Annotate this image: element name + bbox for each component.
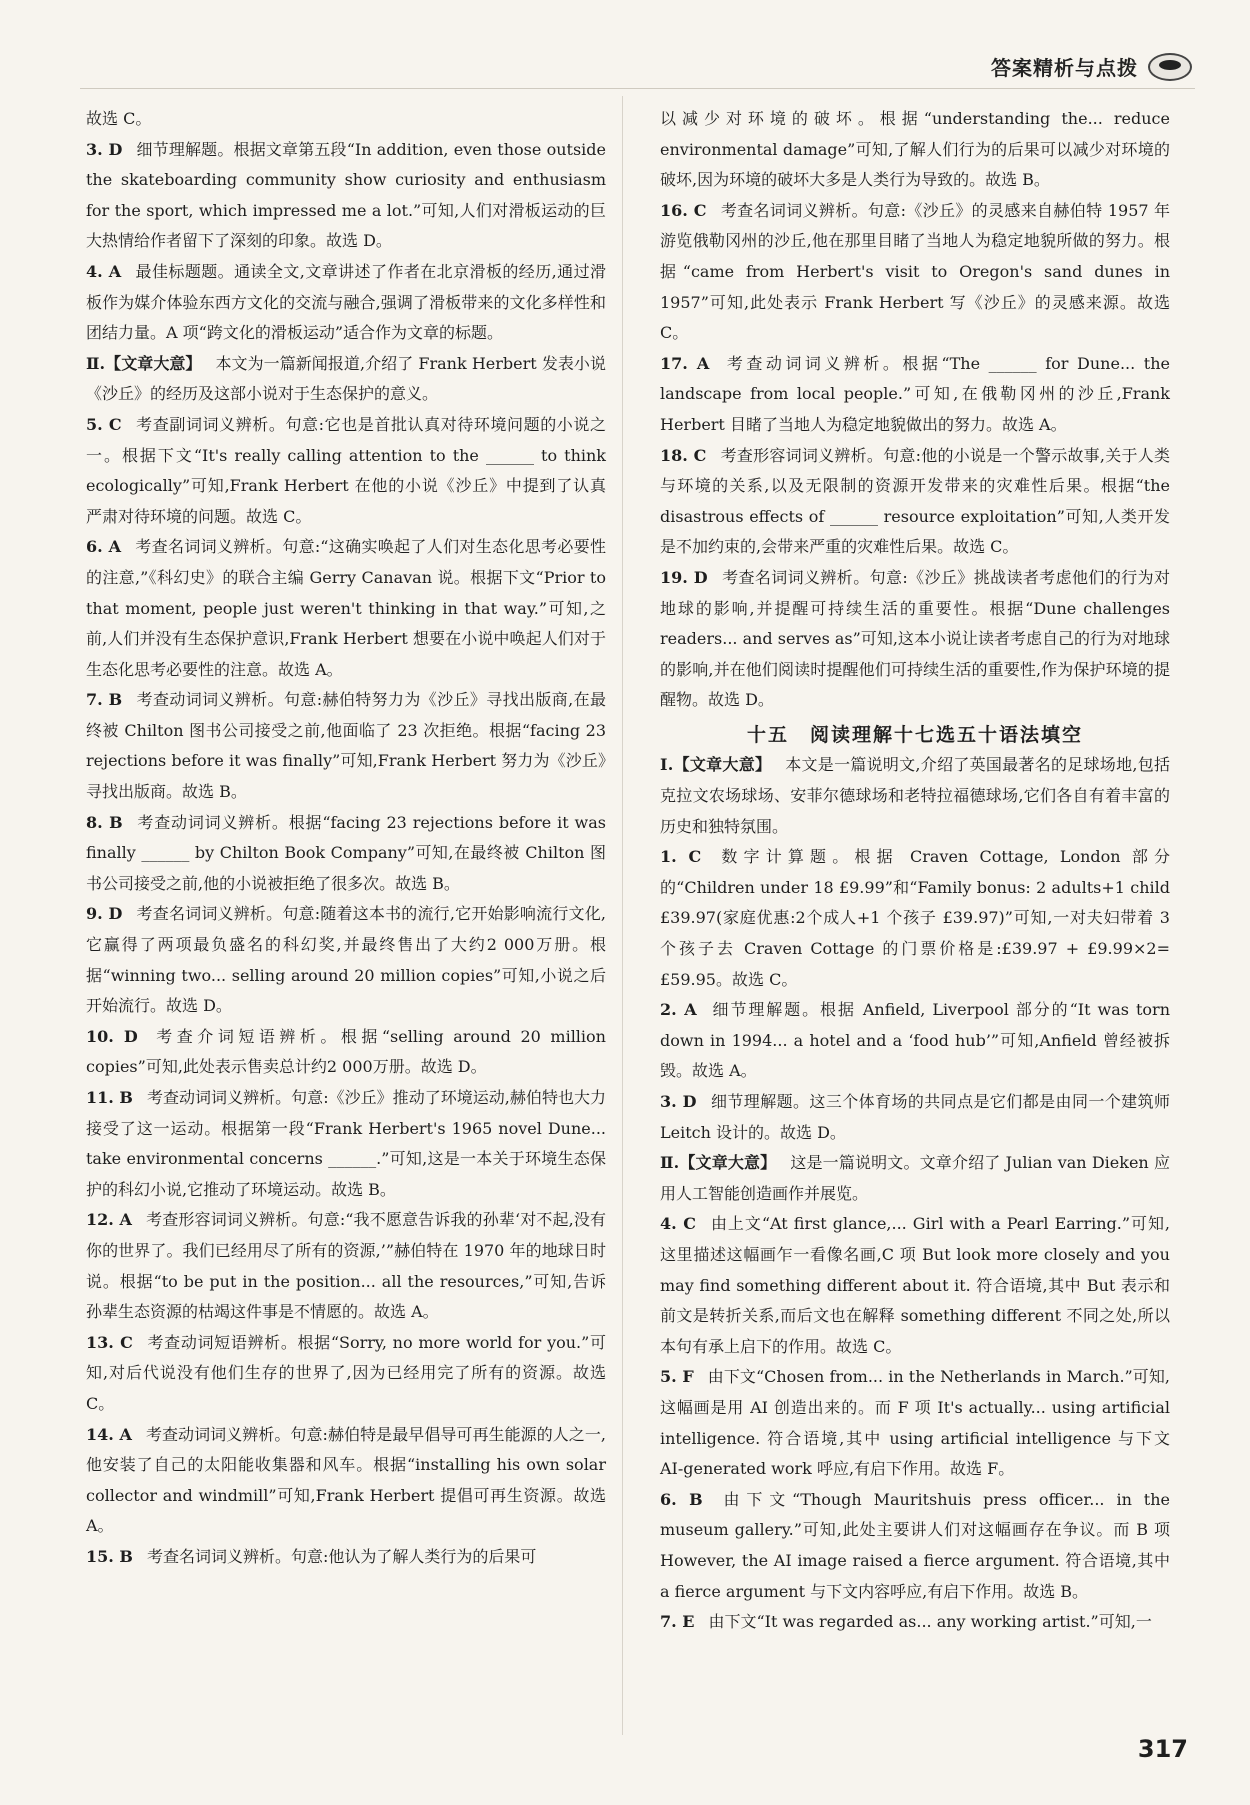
item-answer: E (676, 1612, 695, 1632)
item-answer: B (113, 1546, 133, 1566)
item-text: 由下文“Chosen from... in the Netherlands in March.”可知,这幅画是用 AI 创造出来的。而 F 项 It's actually... using artificial intelligence. 符合语境,其中 using artificial intelligence 与下文 AI-generated work 呼应,有启下作用。故选 F。 (660, 1367, 1170, 1479)
item-number: 18. (660, 445, 688, 465)
item-answer: B (113, 1088, 133, 1107)
answer-item (86, 899, 606, 1021)
item-answer: D (102, 904, 123, 924)
answer-item (660, 196, 1170, 349)
item-answer: A (113, 1210, 132, 1230)
item-text: 以减少对环境的破坏。根据“understanding the... reduce environmental damage”可知,了解人们行为的后果可以减少对环境的破坏,因为环境的破坏大多是人类行为导致的。故选 B。 (660, 109, 1170, 190)
item-number: Ⅰ. (660, 755, 674, 775)
item-answer: C (113, 1332, 133, 1352)
answer-item (660, 1087, 1170, 1148)
item-number: 4. (660, 1214, 677, 1234)
item-text: 这是一篇说明文。文章介绍了 Julian van Dieken 应用人工智能创造画作并展览。 (660, 1153, 1170, 1203)
item-number: Ⅱ. (660, 1153, 680, 1173)
item-text: 考查名词词义辨析。句意:“这确实唤起了人们对生态化思考必要性的注意,”《科幻史》的联合主编 Gerry Canavan 说。根据下文“Prior to that moment, people just weren't thinking in that way.”可知,之前,人们并没有生态保护意识,Frank Herbert 想要在小说中唤起人们对于生态化思考必要性的注意。故选 A。 (86, 537, 606, 679)
item-text: 考查动词短语辨析。根据“Sorry, no more world for you.”可知,对后代说没有他们生存的世界了,因为已经用完了所有的资源。故选 C。 (86, 1332, 606, 1413)
item-number: 19. (660, 567, 688, 587)
item-answer: A (113, 1424, 132, 1444)
item-text: 由下文“Though Mauritshuis press officer... in the museum gallery.”可知,此处主要讲人们对这幅画存在争议。而 B 项 However, the AI image raised a fierce argument. 符合语境,其中 a fierce argument 与下文内容呼应,有启下作用。故选 B。 (660, 1489, 1171, 1601)
item-text: 最佳标题题。通读全文,文章讲述了作者在北京滑板的经历,通过滑板作为媒介体验东西方文化的交流与融合,强调了滑板带来的文化多样性和团结力量。A 项“跨文化的滑板运动”适合作为文章的标题。 (86, 261, 606, 343)
item-number: 11. (86, 1088, 114, 1107)
item-answer: D (113, 1026, 138, 1046)
item-answer: 【文章大意】 (679, 1153, 777, 1173)
item-number: Ⅱ. (86, 353, 106, 373)
answer-item (660, 1148, 1170, 1209)
item-text: 细节理解题。根据文章第五段“In addition, even those outside the skateboarding community show curiosity and enthusiasm for the sport, which impressed me a lot.”可知,人们对滑板运动的巨大热情给作者留下了深刻的印象。故选 D。 (86, 139, 606, 251)
answer-item (660, 441, 1170, 563)
answer-item (660, 1607, 1170, 1638)
answer-item (660, 995, 1170, 1087)
item-number: 16. (660, 200, 688, 220)
item-number: 13. (86, 1332, 114, 1352)
eye-logo-icon (1148, 53, 1192, 81)
item-text: 细节理解题。这三个体育场的共同点是它们都是由同一个建筑师 Leitch 设计的。故选 D。 (660, 1092, 1170, 1142)
item-number: 2. (660, 1000, 677, 1020)
answer-item (86, 808, 606, 900)
answer-item (86, 1083, 606, 1205)
item-text: 考查形容词词义辨析。句意:“我不愿意告诉我的孙辈‘对不起,没有你的世界了。我们已经用尽了所有的资源,’”赫伯特在 1970 年的地球日时说。根据“to be put in the position... all the resources,”可知,告诉孙辈生态资源的枯竭这件事是不情愿的。故选 A。 (86, 1210, 607, 1322)
page-header (991, 52, 1192, 81)
item-text: 考查名词词义辨析。句意:他认为了解人类行为的后果可 (146, 1546, 537, 1566)
answer-item (86, 104, 606, 135)
item-answer: A (676, 1000, 697, 1020)
answer-item (660, 842, 1170, 995)
item-text: 考查副词词义辨析。句意:它也是首批认真对待环境问题的小说之一。根据下文“It's really calling attention to the ______ to think ecologically”可知,Frank Herbert 在他的小说《沙丘》中提到了认真严肃对待环境的问题。故选 C。 (86, 414, 606, 526)
item-answer: C (687, 200, 707, 220)
item-number: 17. (660, 353, 688, 373)
item-answer: D (687, 567, 708, 587)
column-divider (622, 96, 623, 1735)
answer-item (86, 1205, 606, 1327)
answer-item (86, 532, 606, 685)
item-answer: A (102, 261, 122, 281)
answer-item (86, 1542, 606, 1573)
left-column (86, 104, 606, 1573)
item-answer: 【文章大意】 (673, 755, 772, 775)
item-answer: A (687, 353, 710, 373)
answer-item (660, 750, 1170, 842)
item-number: 12. (86, 1210, 114, 1230)
answer-item (86, 1328, 606, 1420)
item-number: 10. (86, 1026, 114, 1046)
item-number: 14. (86, 1424, 114, 1444)
answer-item (86, 410, 606, 532)
item-text: 考查动词词义辨析。根据“facing 23 rejections before it was finally ______ by Chilton Book Company”可知,在最终被 Chilton 图书公司接受之前,他的小说被拒绝了很多次。故选 B。 (86, 812, 606, 893)
answer-item (86, 257, 606, 349)
item-number: 15. (86, 1546, 114, 1566)
answer-item (660, 104, 1170, 196)
item-answer: 【文章大意】 (105, 353, 202, 373)
item-answer: C (676, 847, 702, 867)
item-text: 考查动词词义辨析。句意:赫伯特努力为《沙丘》寻找出版商,在最终被 Chilton 图书公司接受之前,他面临了 23 次拒绝。根据“facing 23 rejections before it was finally”可知,Frank Herbert 努力为《沙丘》寻找出版商。故选 B。 (86, 690, 607, 802)
item-text: 考查动词词义辨析。根据“The ______ for Dune... the landscape from local people.”可知,在俄勒冈州的沙丘,Frank Herbert 目睹了当地人为稳定地貌做出的努力。故选 A。 (660, 353, 1171, 434)
answer-item (86, 135, 606, 257)
item-text: 考查动词词义辨析。句意:赫伯特是最早倡导可再生能源的人之一,他安装了自己的太阳能收集器和风车。根据“installing his own solar collector and windmill”可知,Frank Herbert 提倡可再生资源。故选 A。 (86, 1424, 607, 1536)
item-text: 考查名词词义辨析。句意:《沙丘》挑战读者考虑他们的行为对地球的影响,并提醒可持续生活的重要性。根据“Dune challenges readers... and serves as”可知,这本小说让读者考虑自己的行为对地球的影响,并在他们阅读时提醒他们可持续生活的重要性,作为保护环境的提醒物。故选 D。 (660, 567, 1170, 710)
item-text: 考查动词词义辨析。句意:《沙丘》推动了环境运动,赫伯特也大力接受了这一运动。根据第一段“Frank Herbert's 1965 novel Dune... take environmental concerns ______.”可知,这是一本关于环境生态保护的科幻小说,它推动了环境运动。故选 B。 (86, 1088, 607, 1199)
item-number: 1. (660, 847, 677, 867)
item-answer: A (102, 537, 122, 557)
answer-item (660, 1485, 1170, 1607)
item-number: 3. (660, 1092, 677, 1111)
answer-item (660, 1209, 1170, 1362)
item-answer: C (102, 414, 122, 434)
item-number: 6. (86, 537, 103, 557)
answer-item (86, 1022, 606, 1083)
item-text: 考查名词词义辨析。句意:《沙丘》的灵感来自赫伯特 1957 年游览俄勒冈州的沙丘,他在那里目睹了当地人为稳定地貌所做的努力。根据“came from Herbert's visit to Oregon's sand dunes in 1957”可知,此处表示 Frank Herbert 写《沙丘》的灵感来源。故选 C。 (660, 200, 1170, 343)
item-text: 细节理解题。根据 Anfield, Liverpool 部分的“It was torn down in 1994... a hotel and a ‘food hub’”可知,Anfield 曾经被拆毁。故选 A。 (660, 1000, 1170, 1081)
section-title: 十五 阅读理解十七选五十语法填空 (746, 723, 1083, 746)
item-answer: F (676, 1367, 694, 1387)
answer-item (660, 563, 1170, 716)
item-text: 考查介词短语辨析。根据“selling around 20 million copies”可知,此处表示售卖总计约2 000万册。故选 D。 (86, 1026, 606, 1077)
header-divider (80, 88, 1195, 89)
item-text: 数字计算题。根据 Craven Cottage, London 部分的“Children under 18 £9.99”和“Family bonus: 2 adults+1 child £39.97(家庭优惠:2个成人+1 个孩子 £39.97)”可知,一对夫妇带着 3 个孩子去 Craven Cottage 的门票价格是:£39.97 + £9.99×2= £59.95。故选 C。 (660, 847, 1170, 989)
item-number: 9. (86, 904, 103, 924)
item-answer: B (102, 812, 123, 832)
answer-item (86, 349, 606, 410)
item-text: 由下文“It was regarded as... any working artist.”可知,一 (708, 1612, 1152, 1632)
item-number: 3. (86, 139, 103, 159)
item-answer: B (102, 690, 123, 710)
item-text: 考查名词词义辨析。句意:随着这本书的流行,它开始影响流行文化,它赢得了两项最负盛名的科幻奖,并最终售出了大约2 000万册。根据“winning two... selling around 20 million copies”可知,小说之后开始流行。故选 D。 (86, 904, 606, 1016)
answer-item (660, 349, 1170, 441)
item-number: 4. (86, 261, 103, 281)
item-text: 故选 C。 (86, 109, 152, 128)
item-text: 本文是一篇说明文,介绍了英国最著名的足球场地,包括克拉文农场球场、安菲尔德球场和老特拉福德球场,它们各自有着丰富的历史和独特氛围。 (660, 755, 1170, 836)
item-number: 8. (86, 812, 103, 832)
item-text: 由上文“At first glance,... Girl with a Pearl Earring.”可知,这里描述这幅画乍一看像名画,C 项 But look more closely and you may find something different about it. 符合语境,其中 But 表示和前文是转折关系,而后文也在解释 something different 不同之处,所以本句有承上启下的作用。故选 C。 (660, 1214, 1170, 1356)
item-number: 7. (86, 690, 103, 710)
page-number: 317 (1137, 1735, 1188, 1763)
item-answer: B (676, 1489, 703, 1509)
item-text: 考查形容词词义辨析。句意:他的小说是一个警示故事,关于人类与环境的关系,以及无限制的资源开发带来的灾难性后果。根据“the disastrous effects of ______ resource exploitation”可知,人类开发是不加约束的,会带来严重的灾难性后果。故选 C。 (660, 445, 1170, 557)
answer-item (86, 1420, 606, 1542)
item-answer: C (687, 445, 707, 465)
right-column (660, 104, 1170, 1638)
header-title: 答案精析与点拨 (991, 56, 1138, 80)
answer-item (86, 685, 606, 807)
answer-item (660, 1362, 1170, 1484)
item-answer: D (676, 1092, 697, 1111)
item-text: 本文为一篇新闻报道,介绍了 Frank Herbert 发表小说《沙丘》的经历及这部小说对于生态保护的意义。 (86, 353, 606, 404)
item-number: 5. (86, 414, 103, 434)
item-number: 6. (660, 1489, 677, 1509)
item-answer: C (676, 1214, 696, 1234)
item-number: 7. (660, 1612, 677, 1632)
item-answer: D (102, 139, 123, 159)
item-number: 5. (660, 1367, 677, 1387)
